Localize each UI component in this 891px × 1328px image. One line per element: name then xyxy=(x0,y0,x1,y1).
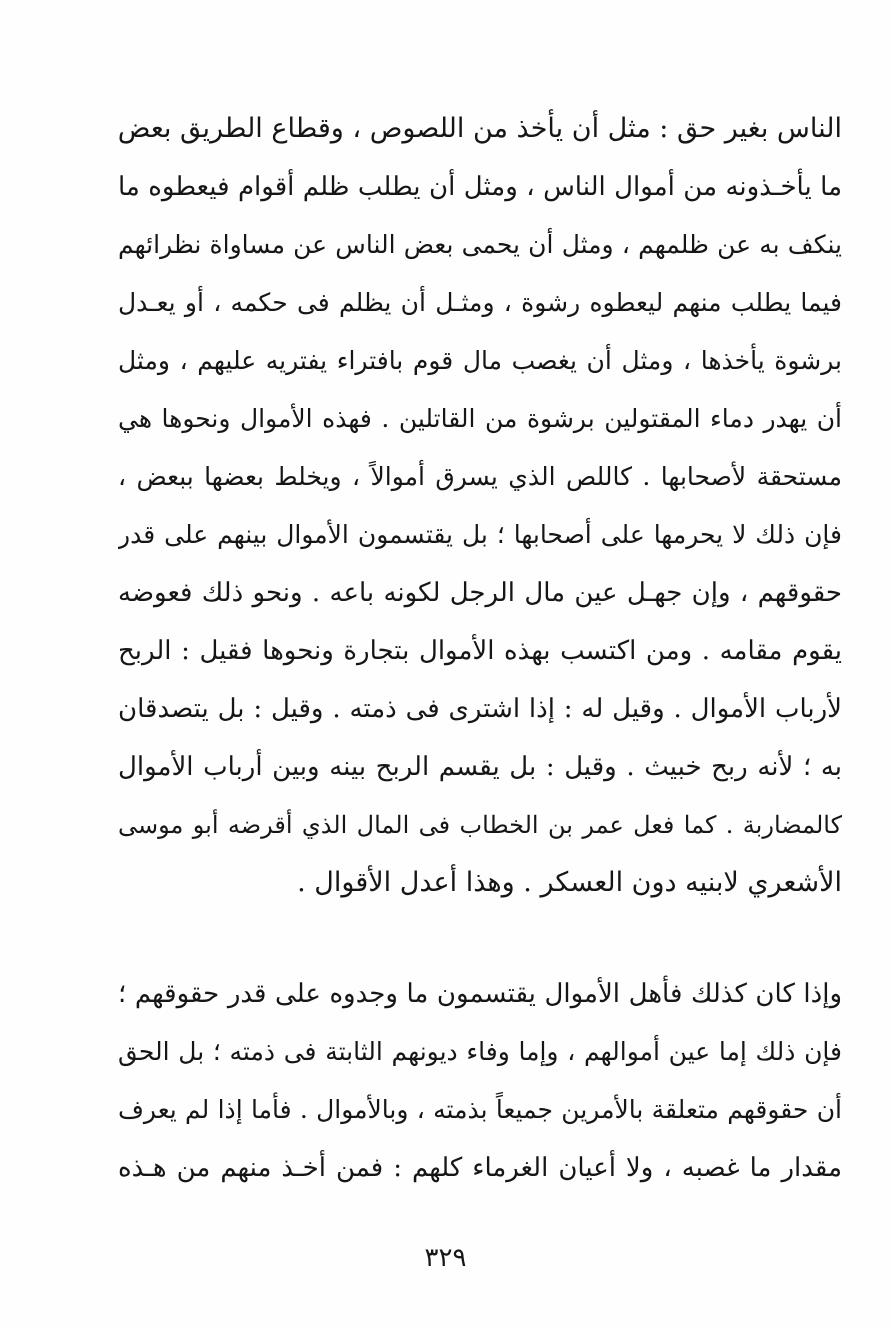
text-line: برشوة يأخذها ، ومثل أن يغصب مال قوم بافتراء يفتريه عليهم ، ومثل xyxy=(118,346,842,375)
text-line: فيما يطلب منهم ليعطوه رشوة ، ومثـل أن يظلم فى حكمه ، أو يعـدل xyxy=(118,288,842,317)
text-line: الناس بغير حق : مثل أن يأخذ من اللصوص ، وقطاع الطريق بعض xyxy=(118,113,842,144)
page-number: ٣٢٩ xyxy=(424,1243,467,1273)
text-line: أن يهدر دماء المقتولين برشوة من القاتلين . فهذه الأموال ونحوها هي xyxy=(118,404,842,433)
text-line: مقدار ما غصبه ، ولا أعيان الغرماء كلهم : فمن أخـذ منهم من هـذه xyxy=(118,1153,842,1183)
text-line: حقوقهم ، وإن جهـل عين مال الرجل لكونه باعه . ونحو ذلك فعوضه xyxy=(118,578,842,608)
text-line: أن حقوقهم متعلقة بالأمرين جميعاً بذمته ، وبالأموال . فأما إذا لم يعرف xyxy=(118,1095,842,1124)
text-line: وإذا كان كذلك فأهل الأموال يقتسمون ما وجدوه على قدر حقوقهم ؛ xyxy=(118,979,842,1009)
text-line: الأشعري لابنيه دون العسكر . وهذا أعدل الأقوال . xyxy=(297,867,842,898)
paragraph-1 xyxy=(118,100,842,912)
text-line: ما يأخـذونه من أموال الناس ، ومثل أن يطلب ظلم أقوام فيعطوه ما xyxy=(118,172,842,202)
text-line: مستحقة لأصحابها . كاللص الذي يسرق أموالاً ، ويخلط بعضها ببعض ، xyxy=(118,462,842,491)
text-line: لأرباب الأموال . وقيل له : إذا اشترى فى ذمته . وقيل : بل يتصدقان xyxy=(118,694,842,724)
text-line: فإن ذلك لا يحرمها على أصحابها ؛ بل يقتسمون الأموال بينهم على قدر xyxy=(118,520,842,549)
text-line: فإن ذلك إما عين أموالهم ، وإما وفاء ديونهم الثابتة فى ذمته ؛ بل الحق xyxy=(118,1037,842,1066)
text-line: كالمضاربة . كما فعل عمر بن الخطاب فى المال الذي أقرضه أبو موسى xyxy=(118,811,842,839)
text-line: ينكف به عن ظلمهم ، ومثل أن يحمى بعض الناس عن مساواة نظرائهم xyxy=(118,230,842,259)
text-line: به ؛ لأنه ربح خبيث . وقيل : بل يقسم الربح بينه وبين أرباب الأموال xyxy=(118,752,842,782)
text-line: يقوم مقامه . ومن اكتسب بهذه الأموال بتجارة ونحوها فقيل : الربح xyxy=(118,636,842,666)
paragraph-2 xyxy=(118,965,842,1197)
